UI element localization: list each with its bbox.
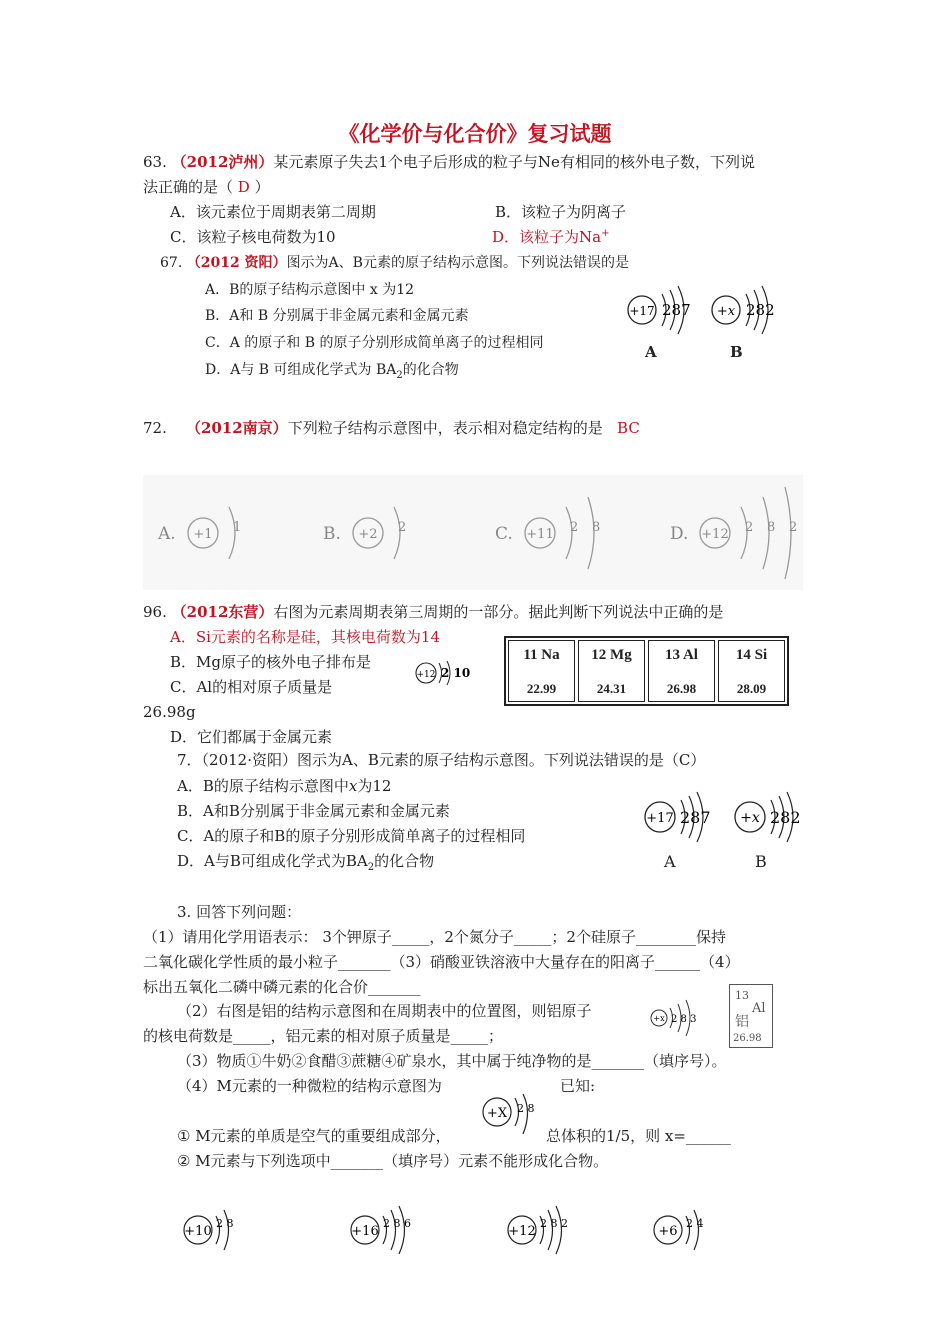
q7-option-c: C．A的原子和B的原子分别形成简单离子的过程相同 [177,827,526,845]
q7-atom-a-label: A [664,852,676,871]
q3-choice-nucleus: +16 [351,1224,379,1239]
q96-mg-atom-diagram [414,658,476,688]
q7-atom-b-diagram [734,792,810,844]
q3-line8a: ① M元素的单质是空气的重要组成部分， [177,1127,451,1145]
q3-choice-diagram-3 [508,1206,568,1254]
q7-atom-b-label: B [755,852,767,871]
q96-option-d: D．它们都属于金属元素 [170,728,333,746]
q67-option-a: A．B的原子结构示意图中 x 为12 [205,282,415,298]
q67-atom-a-diagram [626,286,702,336]
q3-al-periodic-cell [729,984,773,1048]
q67-atom-b-nucleus: +x [716,304,736,319]
q3-al-atom-diagram [648,996,708,1040]
q3-line7: （4）M元素的一种微粒的结构示意图为 [177,1077,442,1095]
q67-option-d: D．A与 B 可组成化学式为 $BA_2$的化合物 [205,362,459,381]
q3-m-nucleus: +X [486,1106,508,1121]
q67-atom-b-shells: 282 [746,301,775,319]
q3-choice-nucleus: +10 [184,1224,212,1239]
q3-al-nucleus: +x [653,1014,665,1023]
q96-option-a: A．Si元素的名称是硅，其核电荷数为14 [170,628,440,646]
q3-m-shells: 2 8 [517,1102,535,1115]
q72-nucleus: +12 [701,527,729,542]
q72-shell-count: 2 [745,520,754,535]
q72-source: （2012南京） [185,419,288,437]
q72-diagram-b [323,507,406,559]
q72-shell-count: 1 [233,520,242,535]
q3-choice-shells: 2 4 [686,1217,704,1230]
al-cell-symbol: Al [752,1001,766,1016]
q7-atom-b-shells: 282 [770,808,801,827]
q67-option-c: C．A 的原子和 B 的原子分别形成简单离子的过程相同 [205,335,544,351]
q63-option-c: C．该粒子核电荷数为10 [170,228,336,246]
q72-nucleus: +11 [526,527,554,542]
q96-line: 96. （2012东营）右图为元素周期表第三周期的一部分。据此判断下列说法中正确的是 [143,603,724,621]
q7-atom-a-shells: 287 [680,808,711,827]
q72-shell-count: 2 [789,520,798,535]
q3-choice-nucleus: +12 [508,1224,536,1239]
q3-line3: 标出五氧化二磷中磷元素的化合价_______ [143,978,421,996]
q96-option-b: B．Mg原子的核外电子排布是 [170,653,371,671]
q63-stem1: 某元素原子失去1个电子后形成的粒子与Ne有相同的核外电子数，下列说 [273,153,755,171]
q72-answer: BC [617,419,640,437]
q3-line6: （3）物质①牛奶②食醋③蔗糖④矿泉水，其中属于纯净物的是_______（填序号）。 [177,1052,727,1070]
q7-option-d: D．A与B可组成化学式为$BA_2$的化合物 [177,852,435,873]
q67-option-b: B．A和 B 分别属于非金属元素和金属元素 [205,308,469,324]
q67-source: （2012 资阳） [186,255,287,271]
q72-diagram-c [495,497,600,569]
q96-option-c: C．Al的相对原子质量是 [170,678,333,696]
q3-m-atom-diagram [480,1090,546,1142]
q7-atom-a-diagram [644,792,720,844]
pt-cell-na: 11 Na 22.99 [508,640,575,702]
pt-cell-al: 13 Al 26.98 [648,640,715,702]
q3-choice-diagram-4 [654,1210,704,1250]
q72-shell-count: 2 [398,520,407,535]
q3-choice-shells: 2 8 6 [383,1217,411,1230]
q3-head: 3. 回答下列问题： [177,903,302,921]
q7-stem: 7．（2012·资阳）图示为A、B元素的原子结构示意图。下列说法错误的是（C） [177,751,706,769]
q72-letter: C. [495,524,513,544]
q3-choice-diagrams [180,1200,780,1260]
q72-shell-count: 2 [570,520,579,535]
q72-diagrams [143,475,803,590]
q3-line9: ② M元素与下列选项中_______（填序号）元素不能形成化合物。 [177,1152,609,1170]
q72-line: 72. （2012南京）下列粒子结构示意图中，表示相对稳定结构的是 BC [143,419,640,437]
q67-atom-a-nucleus: +17 [629,304,655,318]
q67-atom-a-shells: 287 [662,301,691,319]
q72-letter: B. [323,524,341,544]
al-cell-mass: 26.98 [733,1033,762,1044]
q7-atom-a-nucleus: +17 [646,811,674,826]
page-title: 《化学价与化合价》复习试题 [338,121,612,146]
q72-shell-count: 8 [767,520,776,535]
q72-diagram-a [157,507,241,559]
q63-option-b: B．该粒子为阴离子 [495,203,627,221]
q7-atom-b-nucleus: +x [740,810,760,826]
al-cell-number: 13 [735,989,749,1002]
q3-choice-nucleus: +6 [658,1224,678,1239]
q63-line2: 法正确的是（ D ） [143,178,270,196]
q96-source: （2012东营） [171,603,274,621]
q3-line7-known: 已知: [560,1077,596,1095]
q67-atom-b-label: B [730,343,743,361]
q63-source: （2012泸州） [171,153,274,171]
q72-letter: A. [158,524,176,544]
q63-line1: 63. （2012泸州）某元素原子失去1个电子后形成的粒子与Ne有相同的核外电子数，下列说 [143,153,755,171]
q3-choice-shells: 2 8 [216,1217,234,1230]
pt-cell-si: 14 Si 28.09 [718,640,785,702]
q3-line5: 的核电荷数是_____，铝元素的相对原子质量是_____； [143,1027,504,1045]
q3-choice-diagram-2 [351,1206,411,1254]
q96-option-c-cont: 26.98g [143,703,196,721]
q3-line4: （2）右图是铝的结构示意图和在周期表中的位置图，则铝原子 [177,1002,592,1020]
q72-diagram-d [670,487,797,579]
q63-option-a: A．该元素位于周期表第二周期 [170,203,376,221]
q3-choice-diagram-1 [184,1210,234,1250]
q67-atom-b-diagram [710,286,786,336]
q3-line1: （1）请用化学用语表示： 3个钾原子_____，2个氮分子_____；2个硅原子________保持 [143,928,726,946]
period-table-fragment [504,636,789,706]
q72-shell-count: 8 [592,520,601,535]
q72-letter: D. [670,524,689,544]
q72-nucleus: +2 [358,527,378,542]
q3-line8b: 总体积的1/5，则 x=______ [546,1127,731,1145]
q96-mg-shells: 2 10 [441,666,471,680]
q3-line2: 二氧化碳化学性质的最小粒子_______（3）硝酸亚铁溶液中大量存在的阳离子______（4） [143,953,740,971]
q96-mg-nucleus: +12 [416,670,436,680]
q63-option-d: D．该粒子为Na+ [492,228,610,246]
q3-al-shells: 2 8 3 [671,1014,697,1025]
q72-nucleus: +1 [193,527,213,542]
pt-cell-mg: 12 Mg 24.31 [578,640,645,702]
q67-atom-a-label: A [645,343,657,361]
q7-option-b: B．A和B分别属于非金属元素和金属元素 [177,802,450,820]
al-cell-name: 铝 [735,1014,749,1030]
q67-line: 67. （2012 资阳）图示为A、B元素的原子结构示意图。下列说法错误的是 [160,255,629,271]
q63-answer: D [237,178,250,196]
q7-option-a: A．B的原子结构示意图中x为12 [177,777,392,795]
q3-choice-shells: 2 8 2 [540,1217,568,1230]
